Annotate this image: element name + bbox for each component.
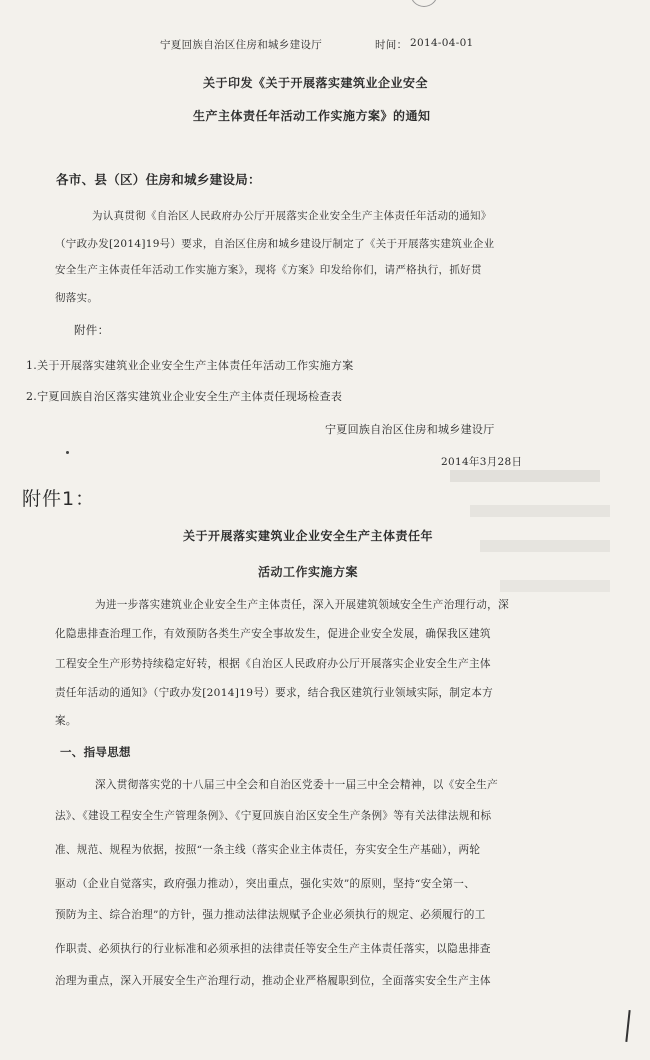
bleed-through-shading	[500, 580, 610, 592]
notice-salutation: 各市、县（区）住房和城乡建设局：	[56, 172, 261, 187]
attachment1-intro-line-3: 工程安全生产形势持续稳定好转，根据《自治区人民政府办公厅开展落实企业安全生产主体	[55, 658, 491, 670]
section1-line-4: 驱动（企业自觉落实，政府强力推动），突出重点，强化实效”的原则，坚持“安全第一、	[55, 878, 476, 890]
notice-title-line-1: 关于印发《关于开展落实建筑业企业安全	[203, 76, 429, 90]
attachment-item-2: 2.宁夏回族自治区落实建筑业企业安全生产主体责任现场检查表	[26, 390, 343, 403]
attachment-item-1: 1.关于开展落实建筑业企业安全生产主体责任年活动工作实施方案	[26, 359, 354, 372]
bleed-through-shading	[470, 505, 610, 517]
section1-title: 一、指导思想	[60, 745, 131, 759]
notice-body-line-3: 安全生产主体责任年活动工作实施方案》，现将《方案》印发给你们，请严格执行，抓好贯	[55, 264, 482, 276]
notice-body-line-1: 为认真贯彻《自治区人民政府办公厅开展落实企业安全生产主体责任年活动的通知》	[92, 210, 492, 222]
notice-body-line-2: （宁政办发[2014]19号）要求，自治区住房和城乡建设厅制定了《关于开展落实建筑业企业	[55, 238, 495, 250]
ink-speck	[66, 451, 69, 454]
section1-line-6: 作职责、必须执行的行业标准和必须承担的法律责任等安全生产主体责任落实，以隐患排查	[55, 943, 491, 955]
notice-body-line-4: 彻落实。	[55, 292, 99, 304]
bleed-through-shading	[480, 540, 610, 552]
pen-mark	[625, 1010, 630, 1042]
header-time-value: 2014-04-01	[410, 37, 474, 49]
attachment1-intro-line-4: 责任年活动的通知》（宁政办发[2014]19号）要求，结合我区建筑行业领域实际，制定本方	[55, 687, 493, 699]
attachment1-title-line-1: 关于开展落实建筑业企业安全生产主体责任年	[183, 529, 434, 543]
attachment1-heading: 附件1：	[22, 488, 96, 510]
attachment1-intro-line-1: 为进一步落实建筑业企业安全生产主体责任，深入开展建筑领域安全生产治理行动，深	[95, 599, 509, 611]
notice-signature: 宁夏回族自治区住房和城乡建设厅	[325, 423, 495, 436]
attachment1-intro-line-5: 案。	[55, 715, 77, 727]
section1-line-2: 法》、《建设工程安全生产管理条例》、《宁夏回族自治区安全生产条例》等有关法律法规和标	[55, 810, 492, 822]
section1-line-3: 准、规范、规程为依据，按照“一条主线（落实企业主体责任，夯实安全生产基础），两轮	[55, 844, 481, 856]
attachments-label: 附件：	[74, 323, 110, 337]
binder-hole-mark	[410, 0, 438, 7]
header-time-label: 时间：	[375, 39, 408, 51]
attachment1-title-line-2: 活动工作实施方案	[258, 565, 359, 579]
section1-line-1: 深入贯彻落实党的十八届三中全会和自治区党委十一届三中全会精神，以《安全生产	[95, 779, 499, 791]
section1-line-5: 预防为主、综合治理”的方针，强力推动法律法规赋予企业必须执行的规定、必须履行的工	[55, 909, 486, 921]
section1-line-7: 治理为重点，深入开展安全生产治理行动，推动企业严格履职到位，全面落实安全生产主体	[55, 975, 491, 987]
attachment1-intro-line-2: 化隐患排查治理工作，有效预防各类生产安全事故发生，促进企业安全发展，确保我区建筑	[55, 628, 491, 640]
notice-date: 2014年3月28日	[441, 456, 523, 468]
bleed-through-shading	[450, 470, 600, 482]
header-source: 宁夏回族自治区住房和城乡建设厅	[160, 39, 322, 51]
notice-title-line-2: 生产主体责任年活动工作实施方案》的通知	[193, 109, 431, 123]
